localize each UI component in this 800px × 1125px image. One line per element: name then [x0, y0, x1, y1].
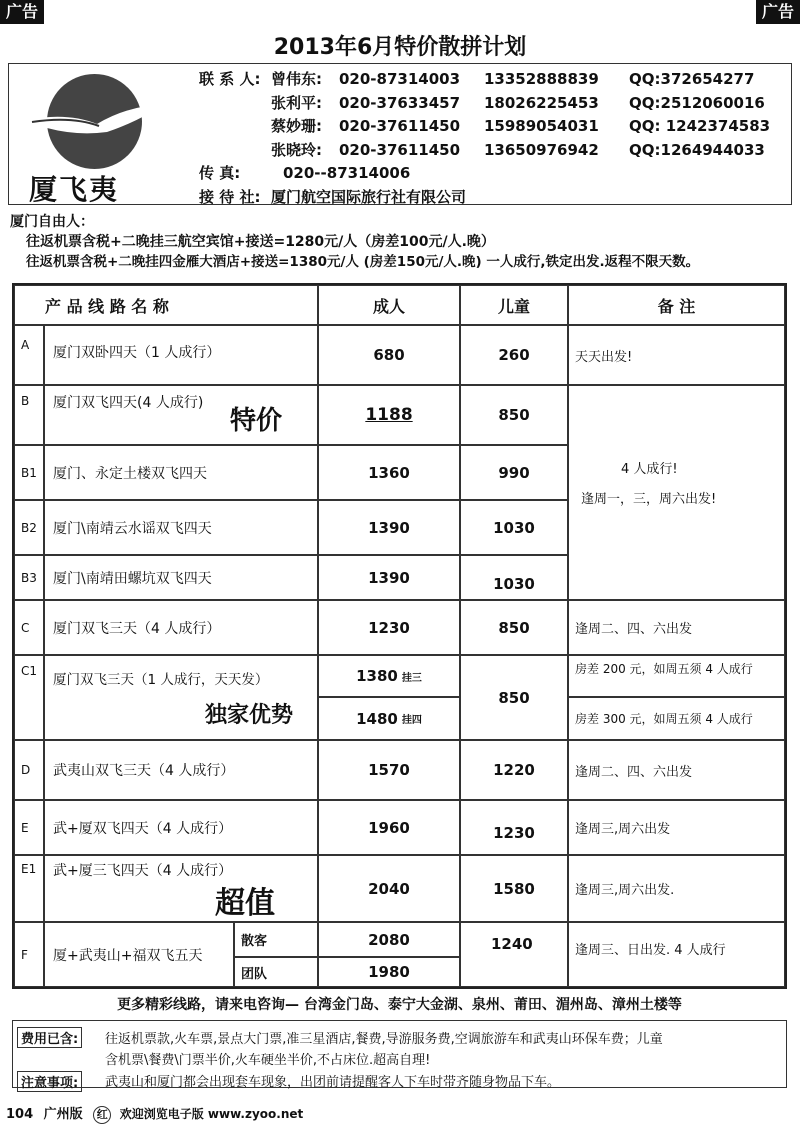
row-c1-adult-b-cell: [318, 697, 460, 740]
row-c-remark-cell: [568, 600, 785, 655]
row-b-code-cell: [14, 385, 44, 445]
row-b2-name-cell: [44, 500, 318, 555]
row-adult-b: 1980: [368, 963, 410, 981]
row-name: 武+厦双飞四天（4 人成行）: [53, 820, 233, 837]
row-d-name-cell: [44, 740, 318, 800]
free-heading: 厦门自由人：: [10, 214, 94, 230]
contact-qq: QQ:372654277: [629, 70, 755, 88]
row-a-child-cell: [460, 325, 568, 385]
header-adult: 成人: [372, 296, 405, 316]
group-remark-cell: [568, 385, 785, 600]
row-remark: 逢周二、四、六出发: [575, 622, 693, 637]
row-a-remark-cell: [568, 325, 785, 385]
row-b1-name-cell: [44, 445, 318, 500]
row-c1-code-cell: [14, 655, 44, 740]
row-f-code-cell: [14, 922, 44, 987]
row-c1-name-cell: [44, 655, 318, 740]
row-remark: 天天出发!: [575, 349, 633, 365]
row-remark: 逢周三,周六出发: [575, 822, 671, 837]
row-b1-adult-cell: [318, 445, 460, 500]
contact-box: [8, 63, 792, 205]
contact-name: 张利平:: [271, 93, 322, 112]
row-adult-b: 1480: [356, 709, 398, 728]
contact-qq: QQ:2512060016: [629, 93, 765, 112]
row-adult: 680: [373, 346, 405, 364]
free-travel-block: [10, 212, 699, 272]
row-e-name-cell: [44, 800, 318, 855]
row-d-remark-cell: [568, 740, 785, 800]
row-c1-child-cell: [460, 655, 568, 740]
row-c-child-cell: [460, 600, 568, 655]
row-c1-remark-b-cell: [568, 697, 785, 740]
row-e-code-cell: [14, 800, 44, 855]
page-title: 2013年6月特价散拼计划: [273, 35, 527, 60]
row-child: 1580: [493, 879, 535, 898]
row-name: 厦门\南靖云水谣双飞四天: [53, 520, 212, 537]
row-b1-child-cell: [460, 445, 568, 500]
free-line-1: 往返机票含税+二晚挂三航空宾馆+接送=1280元/人（房差100元/人.晚）: [26, 234, 495, 250]
row-child: 850: [498, 688, 530, 707]
row-name: 厦门双飞三天（4 人成行）: [53, 620, 221, 637]
red-badge-icon: 红: [93, 1106, 111, 1124]
row-c1-adult-a-cell: [318, 655, 460, 697]
row-child: 1240: [491, 935, 533, 953]
header-child-cell: [460, 285, 568, 325]
row-name: 厦+武夷山+福双飞五天: [53, 947, 203, 964]
row-child: 1030: [493, 574, 535, 593]
row-e1-remark-cell: [568, 855, 785, 922]
contact-mobile: 13650976942: [484, 140, 599, 159]
row-code: C1: [21, 664, 38, 678]
row-child: 1230: [493, 823, 535, 842]
row-code: D: [21, 763, 31, 777]
row-name: 厦门双卧四天（1 人成行）: [53, 345, 221, 361]
header-product-cell: [14, 285, 318, 325]
footer: [6, 1103, 303, 1124]
row-code: E1: [21, 862, 37, 876]
row-adult: 1570: [368, 761, 410, 779]
group-remark-line-1: 4 人成行!: [621, 462, 678, 477]
row-c1-remark-a-cell: [568, 655, 785, 697]
row-c-code-cell: [14, 600, 44, 655]
row-f-remark-cell: [568, 922, 785, 987]
row-c-adult-cell: [318, 600, 460, 655]
exclusive-advantage-stamp: 独家优势: [205, 702, 294, 728]
row-f-adult-b-cell: [318, 957, 460, 987]
fax-label: 传 真:: [199, 164, 241, 182]
note-label: 注意事项:: [17, 1071, 82, 1092]
contact-phone: 020-37633457: [339, 93, 461, 112]
row-a-adult-cell: [318, 325, 460, 385]
agency-name: 厦门航空国际旅行社有限公司: [271, 187, 467, 206]
contact-mobile: 18026225453: [484, 93, 599, 112]
row-d-adult-cell: [318, 740, 460, 800]
logo-text: 厦飞夷: [29, 173, 120, 206]
row-adult-a: 2080: [368, 930, 410, 949]
row-child: 1220: [493, 761, 535, 779]
row-e-adult-cell: [318, 800, 460, 855]
row-f-adult-a-cell: [318, 922, 460, 957]
contact-qq: QQ:1264944033: [629, 140, 765, 159]
row-e1-adult-cell: [318, 855, 460, 922]
row-b-child-cell: [460, 385, 568, 445]
row-remark: 逢周二、四、六出发: [575, 764, 693, 780]
special-price-stamp: 特价: [230, 406, 283, 436]
row-child: 990: [498, 463, 530, 482]
row-b2-adult-cell: [318, 500, 460, 555]
contact-mobile: 13352888839: [484, 70, 599, 88]
row-child: 850: [498, 406, 530, 424]
contact-name: 张晓玲:: [271, 140, 322, 159]
contact-phone: 020-37611450: [339, 140, 461, 159]
row-e-remark-cell: [568, 800, 785, 855]
row-code: A: [21, 338, 30, 352]
row-adult: 1230: [368, 618, 410, 637]
row-name: 厦门、永定土楼双飞四天: [53, 465, 207, 482]
row-code: B1: [21, 465, 37, 480]
contact-phone: 020-37611450: [339, 117, 461, 135]
row-b2-child-cell: [460, 500, 568, 555]
row-b-name-cell: [44, 385, 318, 445]
row-b2-code-cell: [14, 500, 44, 555]
row-adult: 1960: [368, 818, 410, 837]
row-d-code-cell: [14, 740, 44, 800]
row-name: 厦门双飞四天(4 人成行): [53, 395, 204, 411]
egret-wing-icon: [27, 102, 167, 142]
free-line-2: 往返机票含税+二晚挂四金雁大酒店+接送=1380元/人 (房差150元/人.晚) 一人成行,铁定出发.返程不限天数。: [26, 254, 700, 270]
row-b3-name-cell: [44, 555, 318, 600]
great-value-stamp: 超值: [215, 886, 275, 921]
fee-line-2: 含机票\餐费\门票半价,火车硬坐半价,不占床位.超高自理!: [105, 1053, 431, 1068]
row-f-sub-a-cell: [234, 922, 318, 957]
row-adult: 1390: [368, 568, 410, 587]
row-e1-name-cell: [44, 855, 318, 922]
row-name: 厦门双飞三天（1 人成行，天天发）: [53, 672, 269, 688]
header-child: 儿童: [497, 296, 530, 316]
contact-name: 蔡妙珊:: [271, 117, 322, 135]
row-child: 850: [498, 618, 530, 637]
row-sub-a: 散客: [241, 934, 268, 949]
row-code: B3: [21, 570, 37, 585]
row-remark: 逢周三、日出发. 4 人成行: [575, 943, 726, 958]
page-number: 104: [6, 1107, 34, 1122]
row-code: C: [21, 620, 30, 635]
row-d-child-cell: [460, 740, 568, 800]
header-product: 产 品 线 路 名 称: [45, 296, 169, 316]
header-adult-cell: [318, 285, 460, 325]
row-adult-a: 1380: [356, 667, 398, 685]
agency-label: 接 待 社:: [199, 187, 261, 206]
fax-number: 020--87314006: [283, 164, 411, 182]
more-routes-line: 更多精彩线路，请来电咨询— 台湾金门岛、泰宁大金湖、泉州、莆田、湄州岛、漳州土楼等: [117, 997, 682, 1013]
ad-tag-right: 广告: [756, 0, 800, 24]
header-remark-cell: [568, 285, 785, 325]
row-a-name-cell: [44, 325, 318, 385]
row-child: 260: [498, 346, 530, 364]
contact-mobile: 15989054031: [484, 117, 599, 135]
note-text: 武夷山和厦门都会出现套车现象，出团前请提醒客人下车时带齐随身物品下车。: [105, 1075, 561, 1090]
row-b3-code-cell: [14, 555, 44, 600]
row-adult-b-tag: 挂四: [401, 715, 422, 726]
row-adult: 1360: [368, 463, 410, 482]
row-a-code-cell: [14, 325, 44, 385]
contact-phone: 020-87314003: [339, 70, 461, 88]
header-remark: 备 注: [657, 296, 696, 316]
row-sub-b: 团队: [241, 966, 268, 982]
contact-qq: QQ: 1242374583: [629, 117, 771, 135]
row-child: 1030: [493, 518, 535, 537]
site-text: 欢迎浏览电子版 www.zyoo.net: [119, 1107, 304, 1121]
xiamen-airlines-logo: [27, 72, 177, 206]
fee-line-1: 往返机票款,火车票,景点大门票,准三星酒店,餐费,导游服务费,空调旅游车和武夷山环保车费；儿童: [105, 1032, 663, 1047]
row-code: B: [21, 394, 30, 408]
row-b3-adult-cell: [318, 555, 460, 600]
row-name: 武+厦三飞四天（4 人成行）: [53, 863, 233, 879]
row-adult: 1188: [365, 405, 413, 425]
row-remark: 逢周三,周六出发.: [575, 883, 675, 898]
edition-label: 广州版: [43, 1107, 83, 1122]
row-adult-a-tag: 挂三: [401, 672, 422, 684]
fee-box: [12, 1020, 787, 1091]
row-b3-child-cell: [460, 555, 568, 600]
row-code: E: [21, 820, 29, 835]
row-name: 厦门\南靖田螺坑双飞四天: [53, 570, 212, 587]
price-table: [12, 283, 787, 989]
row-e1-child-cell: [460, 855, 568, 922]
row-e1-code-cell: [14, 855, 44, 922]
row-remark-a: 房差 200 元，如周五须 4 人成行: [575, 662, 753, 676]
row-b1-code-cell: [14, 445, 44, 500]
group-remark-line-2: 逢周一，三，周六出发!: [581, 492, 717, 507]
row-c-name-cell: [44, 600, 318, 655]
contact-name: 曾伟东:: [271, 70, 322, 88]
ad-tag-left: 广告: [0, 0, 44, 24]
row-remark-b: 房差 300 元，如周五须 4 人成行: [575, 712, 753, 726]
row-code: B2: [21, 520, 37, 535]
contact-label: 联 系 人:: [199, 70, 261, 88]
row-f-name-cell: [44, 922, 234, 987]
row-adult: 2040: [368, 879, 410, 898]
row-name: 武夷山双飞三天（4 人成行）: [53, 763, 235, 779]
row-code: F: [21, 947, 28, 962]
row-f-sub-b-cell: [234, 957, 318, 987]
fee-label: 费用已含:: [17, 1027, 82, 1048]
row-adult: 1390: [368, 518, 410, 537]
row-f-child-cell: [460, 922, 568, 987]
row-b-adult-cell: [318, 385, 460, 445]
row-e-child-cell: [460, 800, 568, 855]
